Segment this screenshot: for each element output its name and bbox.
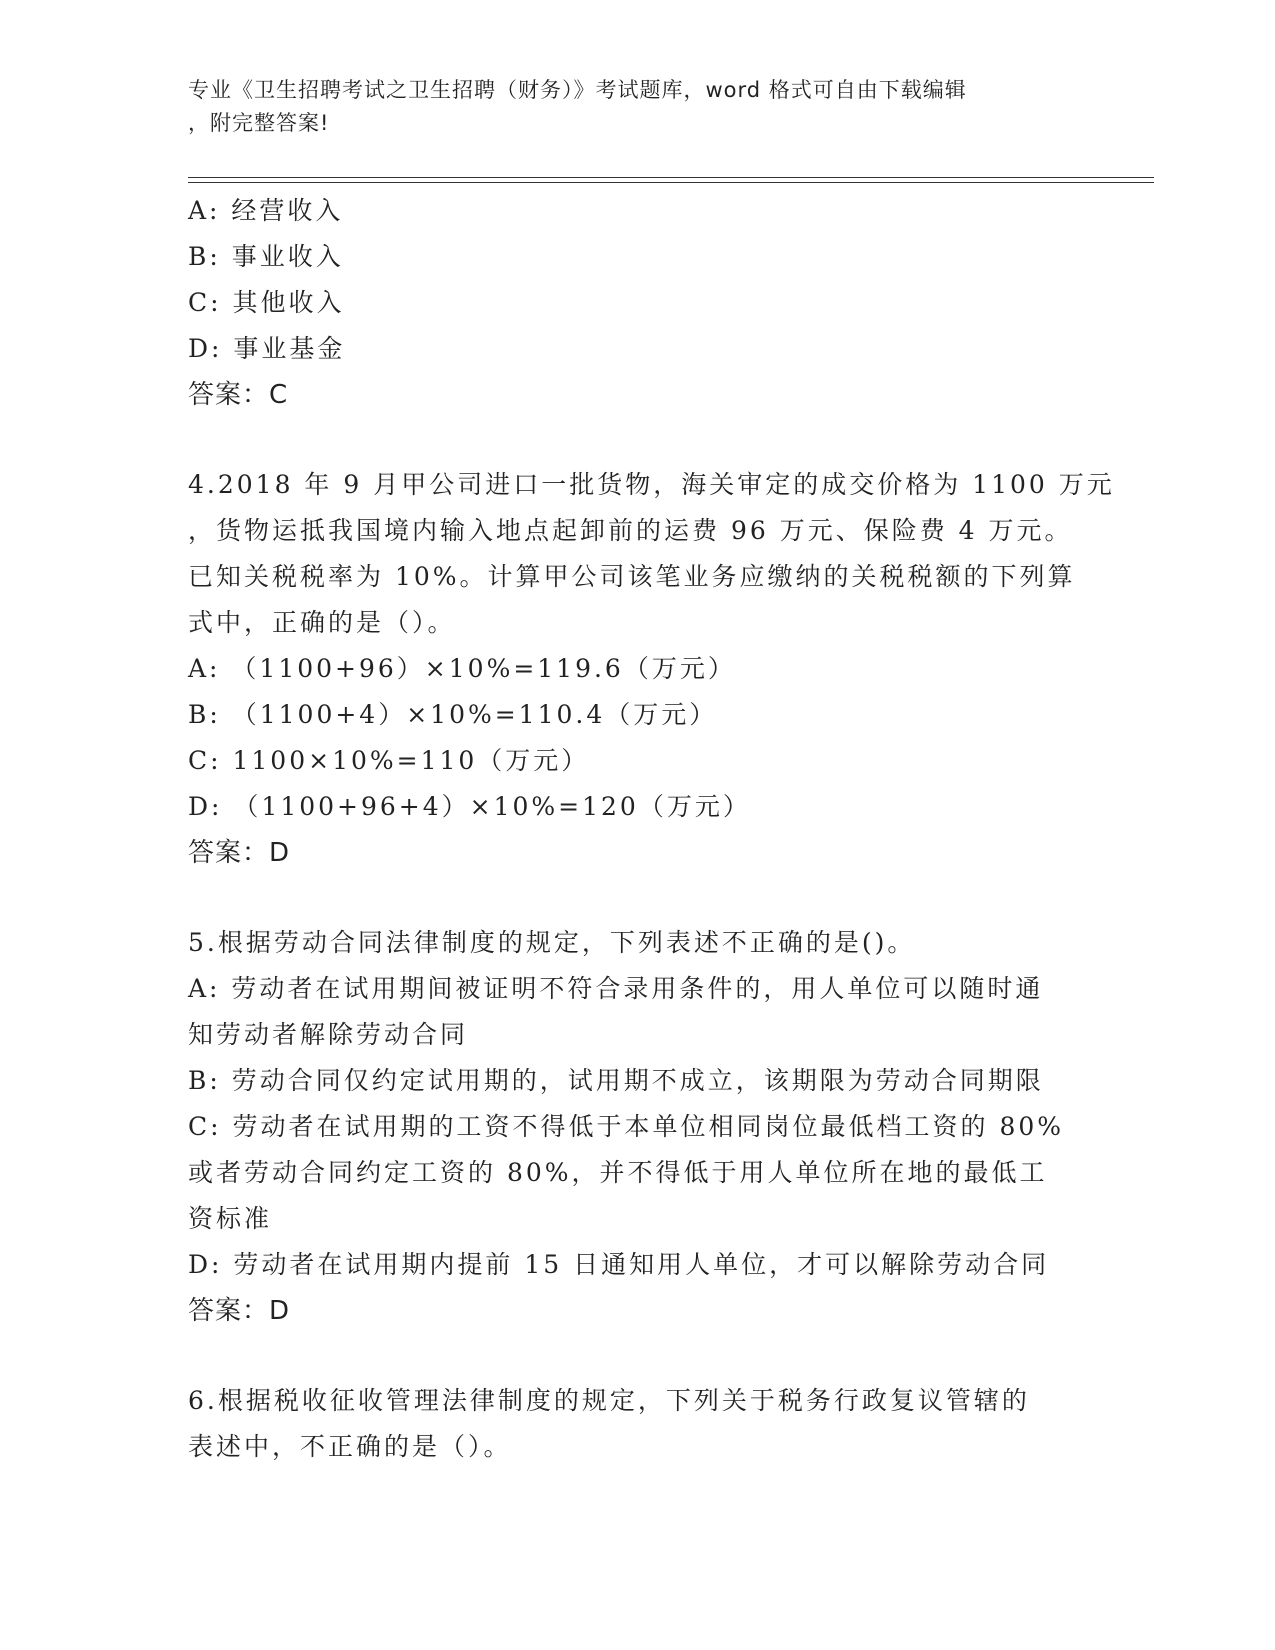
question-stem-line: 式中，正确的是（）。 <box>188 608 456 637</box>
option-c: C: 1100×10%=110（万元） <box>188 746 590 775</box>
question-3 <box>188 188 1088 418</box>
option-c: C: 劳动者在试用期的工资不得低于本单位相同岗位最低档工资的 80% <box>188 1112 1065 1141</box>
option-d: D: 劳动者在试用期内提前 15 日通知用人单位，才可以解除劳动合同 <box>188 1250 1050 1279</box>
header-divider-bottom <box>188 182 1154 183</box>
option-b: B: 劳动合同仅约定试用期的，试用期不成立，该期限为劳动合同期限 <box>188 1066 1044 1095</box>
header-title-line-continued: ，附完整答案! <box>188 111 330 135</box>
question-stem-line: ，货物运抵我国境内输入地点起卸前的运费 96 万元、保险费 4 万元。 <box>188 516 1073 545</box>
question-list <box>188 188 1115 1470</box>
question-stem-line: 4.2018 年 9 月甲公司进口一批货物，海关审定的成交价格为 1100 万元 <box>188 470 1115 499</box>
option-d: D: （1100+96+4）×10%=120（万元） <box>188 792 751 821</box>
question-5 <box>188 920 1088 1334</box>
option-d: D: 事业基金 <box>188 334 346 363</box>
question-stem-line: 已知关税税率为 10%。计算甲公司该笔业务应缴纳的关税税额的下列算 <box>188 562 1076 591</box>
spacer <box>188 876 1088 920</box>
option-a: A: （1100+96）×10%=119.6（万元） <box>188 654 736 683</box>
question-stem-line: 表述中，不正确的是（）。 <box>188 1432 512 1461</box>
option-c: C: 其他收入 <box>188 288 345 317</box>
option-b: B: 事业收入 <box>188 242 344 271</box>
option-b: B: （1100+4）×10%=110.4（万元） <box>188 700 718 729</box>
option-c-continued: 或者劳动合同约定工资的 80%，并不得低于用人单位所在地的最低工 <box>188 1158 1048 1187</box>
option-c-continued: 资标准 <box>188 1204 273 1233</box>
spacer <box>188 1334 1088 1378</box>
option-a: A: 经营收入 <box>188 196 344 225</box>
question-6 <box>188 1378 1088 1470</box>
option-a: A: 劳动者在试用期间被证明不符合录用条件的，用人单位可以随时通 <box>188 974 1044 1003</box>
question-stem-line: 5.根据劳动合同法律制度的规定，下列表述不正确的是()。 <box>188 928 916 957</box>
option-a-continued: 知劳动者解除劳动合同 <box>188 1020 469 1049</box>
header-title-line: 专业《卫生招聘考试之卫生招聘（财务）》考试题库，word 格式可自由下载编辑 <box>188 78 967 102</box>
answer: 答案：D <box>188 1296 291 1326</box>
answer: 答案：D <box>188 838 291 868</box>
page-header <box>188 74 1088 140</box>
question-stem-line: 6.根据税收征收管理法律制度的规定，下列关于税务行政复议管辖的 <box>188 1386 1030 1415</box>
question-4 <box>188 462 1115 876</box>
header-divider-top <box>188 177 1154 178</box>
spacer <box>188 418 1088 462</box>
answer: 答案：C <box>188 380 289 410</box>
